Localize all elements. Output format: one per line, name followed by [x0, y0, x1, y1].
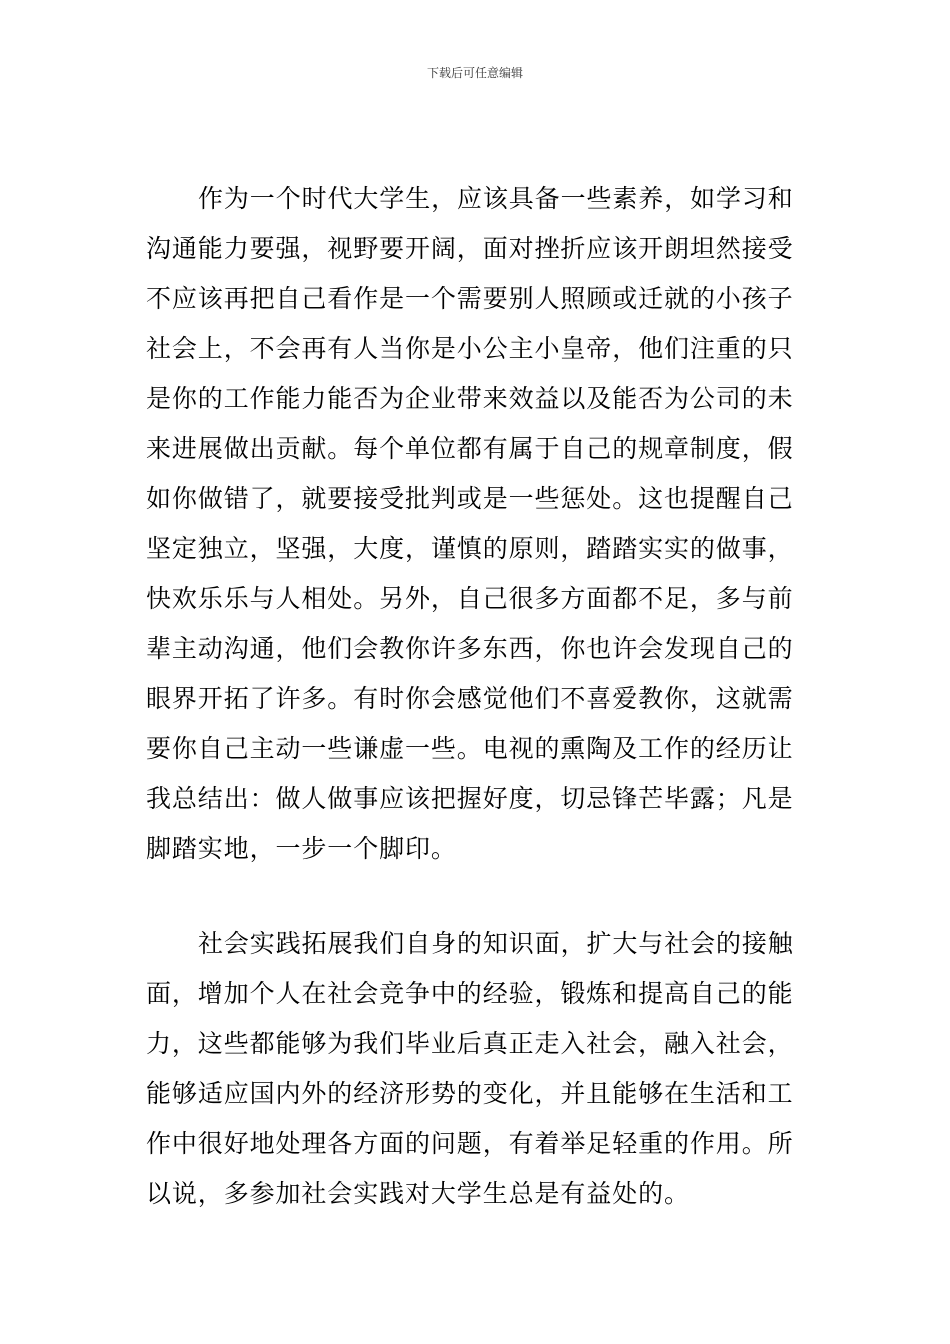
text-line: 沟通能力要强，视野要开阔，面对挫折应该开朗坦然接受: [146, 234, 794, 263]
text-line: 眼界开拓了许多。有时你会感觉他们不喜爱教你，这就需: [146, 684, 794, 713]
text-line: 社会实践拓展我们自身的知识面，扩大与社会的接触: [198, 929, 794, 958]
text-line: 作中很好地处理各方面的问题，有着举足轻重的作用。所: [146, 1129, 794, 1158]
text-line: 我总结出：做人做事应该把握好度，切忌锋芒毕露；凡是: [146, 784, 794, 813]
text-line: 社会上，不会再有人当你是小公主小皇帝，他们注重的只: [146, 334, 794, 363]
text-line: 来进展做出贡献。每个单位都有属于自己的规章制度，假: [146, 434, 794, 463]
text-line: 作为一个时代大学生，应该具备一些素养，如学习和: [198, 184, 794, 213]
text-line: 力，这些都能够为我们毕业后真正走入社会，融入社会，: [146, 1029, 794, 1058]
page-header: 下载后可任意编辑: [426, 66, 523, 80]
paragraph-2: [146, 919, 808, 1219]
text-line: 要你自己主动一些谦虚一些。电视的熏陶及工作的经历让: [146, 734, 794, 763]
text-line: 面，增加个人在社会竞争中的经验，锻炼和提高自己的能: [146, 979, 794, 1008]
text-line: 脚踏实地，一步一个脚印。: [146, 834, 457, 863]
text-line: 以说，多参加社会实践对大学生总是有益处的。: [146, 1179, 690, 1208]
text-line: 快欢乐乐与人相处。另外，自己很多方面都不足，多与前: [146, 584, 794, 613]
text-line: 坚定独立，坚强，大度，谨慎的原则，踏踏实实的做事，: [146, 534, 794, 563]
text-line: 能够适应国内外的经济形势的变化，并且能够在生活和工: [146, 1079, 794, 1108]
text-line: 如你做错了，就要接受批判或是一些惩处。这也提醒自己: [146, 484, 794, 513]
text-line: 辈主动沟通，他们会教你许多东西，你也许会发现自己的: [146, 634, 794, 663]
paragraph-1: [146, 174, 808, 874]
text-line: 是你的工作能力能否为企业带来效益以及能否为公司的未: [146, 384, 794, 413]
text-line: 不应该再把自己看作是一个需要别人照顾或迁就的小孩子: [146, 284, 794, 313]
